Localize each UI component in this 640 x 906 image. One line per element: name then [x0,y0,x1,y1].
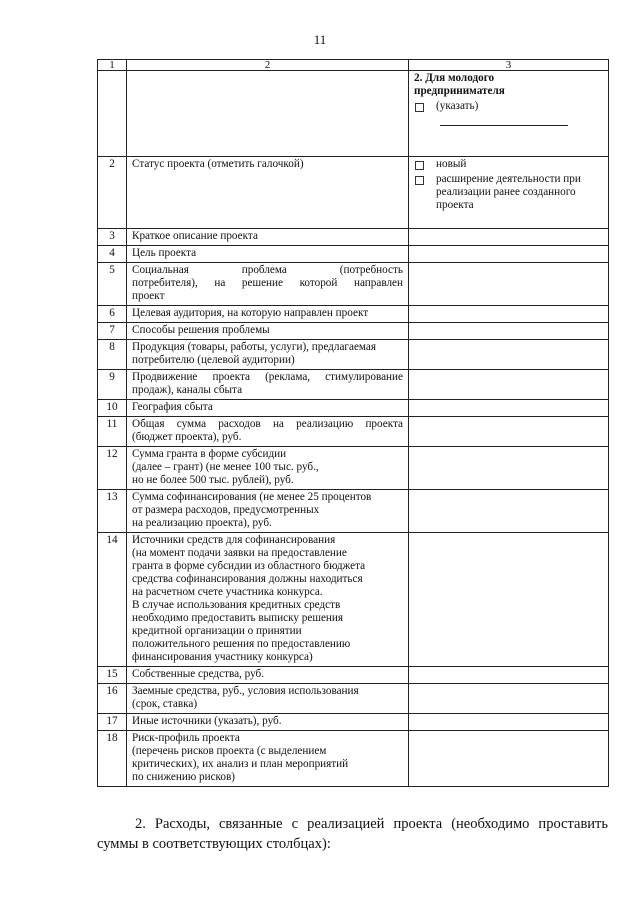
row-number: 15 [98,667,127,684]
row-label: Сумма софинансирования (не менее 25 процентов от размера расходов, предусмотренных на реализацию проекта), руб. [127,490,409,533]
table-row [98,263,609,306]
checkbox-icon[interactable] [415,103,424,112]
row-label: Целевая аудитория, на которую направлен проект [127,306,409,323]
young-entrepreneur-row [98,71,609,157]
row-number: 18 [98,731,127,787]
row-label: Заемные средства, руб., условия использования (срок, ставка) [127,684,409,714]
table-row [98,533,609,667]
row-label: Продукция (товары, работы, услуги), предлагаемая потребителю (целевой аудитории) [127,340,409,370]
specify-option-label: (указать) [436,100,479,112]
row-label: Способы решения проблемы [127,323,409,340]
row-value-cell[interactable] [409,667,609,684]
row-number-cell [98,71,127,157]
row-number: 10 [98,400,127,417]
row-label: Социальная проблема (потребность потребителя), на решение которой направлен проект [127,263,409,306]
table-row [98,340,609,370]
row-value-cell[interactable] [409,323,609,340]
table-row [98,370,609,400]
row-label: Общая сумма расходов на реализацию проекта (бюджет проекта), руб. [127,417,409,447]
row-label: География сбыта [127,400,409,417]
table-row [98,667,609,684]
row-label: Собственные средства, руб. [127,667,409,684]
row-value-cell[interactable] [409,263,609,306]
row-number: 17 [98,714,127,731]
row-value-cell[interactable] [409,714,609,731]
row-label: Иные источники (указать), руб. [127,714,409,731]
row-label: Цель проекта [127,246,409,263]
expenses-paragraph: 2. Расходы, связанные с реализацией проекта (необходимо проставить суммы в соответствующих столбцах): [97,816,608,852]
row-value-cell[interactable] [409,447,609,490]
row-value-cell[interactable] [409,246,609,263]
table-row [98,714,609,731]
row-value-cell[interactable] [409,370,609,400]
checkbox-icon[interactable] [415,176,424,185]
row-label: Продвижение проекта (реклама, стимулирование продаж), каналы сбыта [127,370,409,400]
page-number: 11 [313,32,327,47]
row-value-cell[interactable] [409,400,609,417]
row-value-cell[interactable] [409,306,609,323]
row-number: 11 [98,417,127,447]
table-row [98,447,609,490]
table-row [98,400,609,417]
row-number: 14 [98,533,127,667]
row-label: Статус проекта (отметить галочкой) [127,157,409,229]
row-number: 7 [98,323,127,340]
row-number: 12 [98,447,127,490]
row-number: 13 [98,490,127,533]
table-row [98,490,609,533]
table-row [98,731,609,787]
row-value-cell[interactable] [409,731,609,787]
row-label: Риск-профиль проекта (перечень рисков проекта (с выделением критических), их анализ и план мероприятий по снижению рисков) [127,731,409,787]
row-label: Источники средств для софинансирования (на момент подачи заявки на предоставление гранта в форме субсидии из областного бюджета средства софинансирования должны находиться на расчетном счете участника конкурса. В случае использования кредитных средств необходимо предоставить выписку решения кредитной организации о принятии положительного решения по предоставлению финансирования участнику конкурса) [127,533,409,667]
checkbox-icon[interactable] [415,161,424,170]
column-header-2: 2 [127,60,409,71]
table-row [98,246,609,263]
young-entrepreneur-title: 2. Для молодого предпринимателя [414,72,505,97]
row-number: 2 [98,157,127,229]
row-number: 3 [98,229,127,246]
column-header-3: 3 [409,60,609,71]
project-info-table [97,59,609,787]
row-label-cell [127,71,409,157]
row-value-cell[interactable] [409,490,609,533]
table-header-row [98,60,609,71]
specify-blank-line[interactable] [440,125,568,126]
table-row [98,323,609,340]
status-option-expansion-label: расширение деятельности при реализации ранее созданного проекта [436,173,581,211]
row-value-cell[interactable] [409,229,609,246]
row-label: Краткое описание проекта [127,229,409,246]
row-number: 6 [98,306,127,323]
young-entrepreneur-cell [409,71,609,157]
table-row [98,306,609,323]
project-status-options [409,157,609,229]
row-value-cell[interactable] [409,417,609,447]
row-value-cell[interactable] [409,684,609,714]
specify-option[interactable] [414,100,603,113]
status-option-new[interactable] [414,158,603,171]
row-number: 8 [98,340,127,370]
row-number: 4 [98,246,127,263]
row-number: 5 [98,263,127,306]
row-label: Сумма гранта в форме субсидии (далее – грант) (не менее 100 тыс. руб., но не более 500 тыс. рублей), руб. [127,447,409,490]
row-value-cell[interactable] [409,340,609,370]
table-row [98,417,609,447]
row-number: 16 [98,684,127,714]
table-row [98,229,609,246]
status-option-expansion[interactable] [414,173,603,212]
table-row [98,684,609,714]
column-header-1: 1 [98,60,127,71]
project-status-row [98,157,609,229]
row-number: 9 [98,370,127,400]
row-value-cell[interactable] [409,533,609,667]
status-option-new-label: новый [436,158,467,170]
